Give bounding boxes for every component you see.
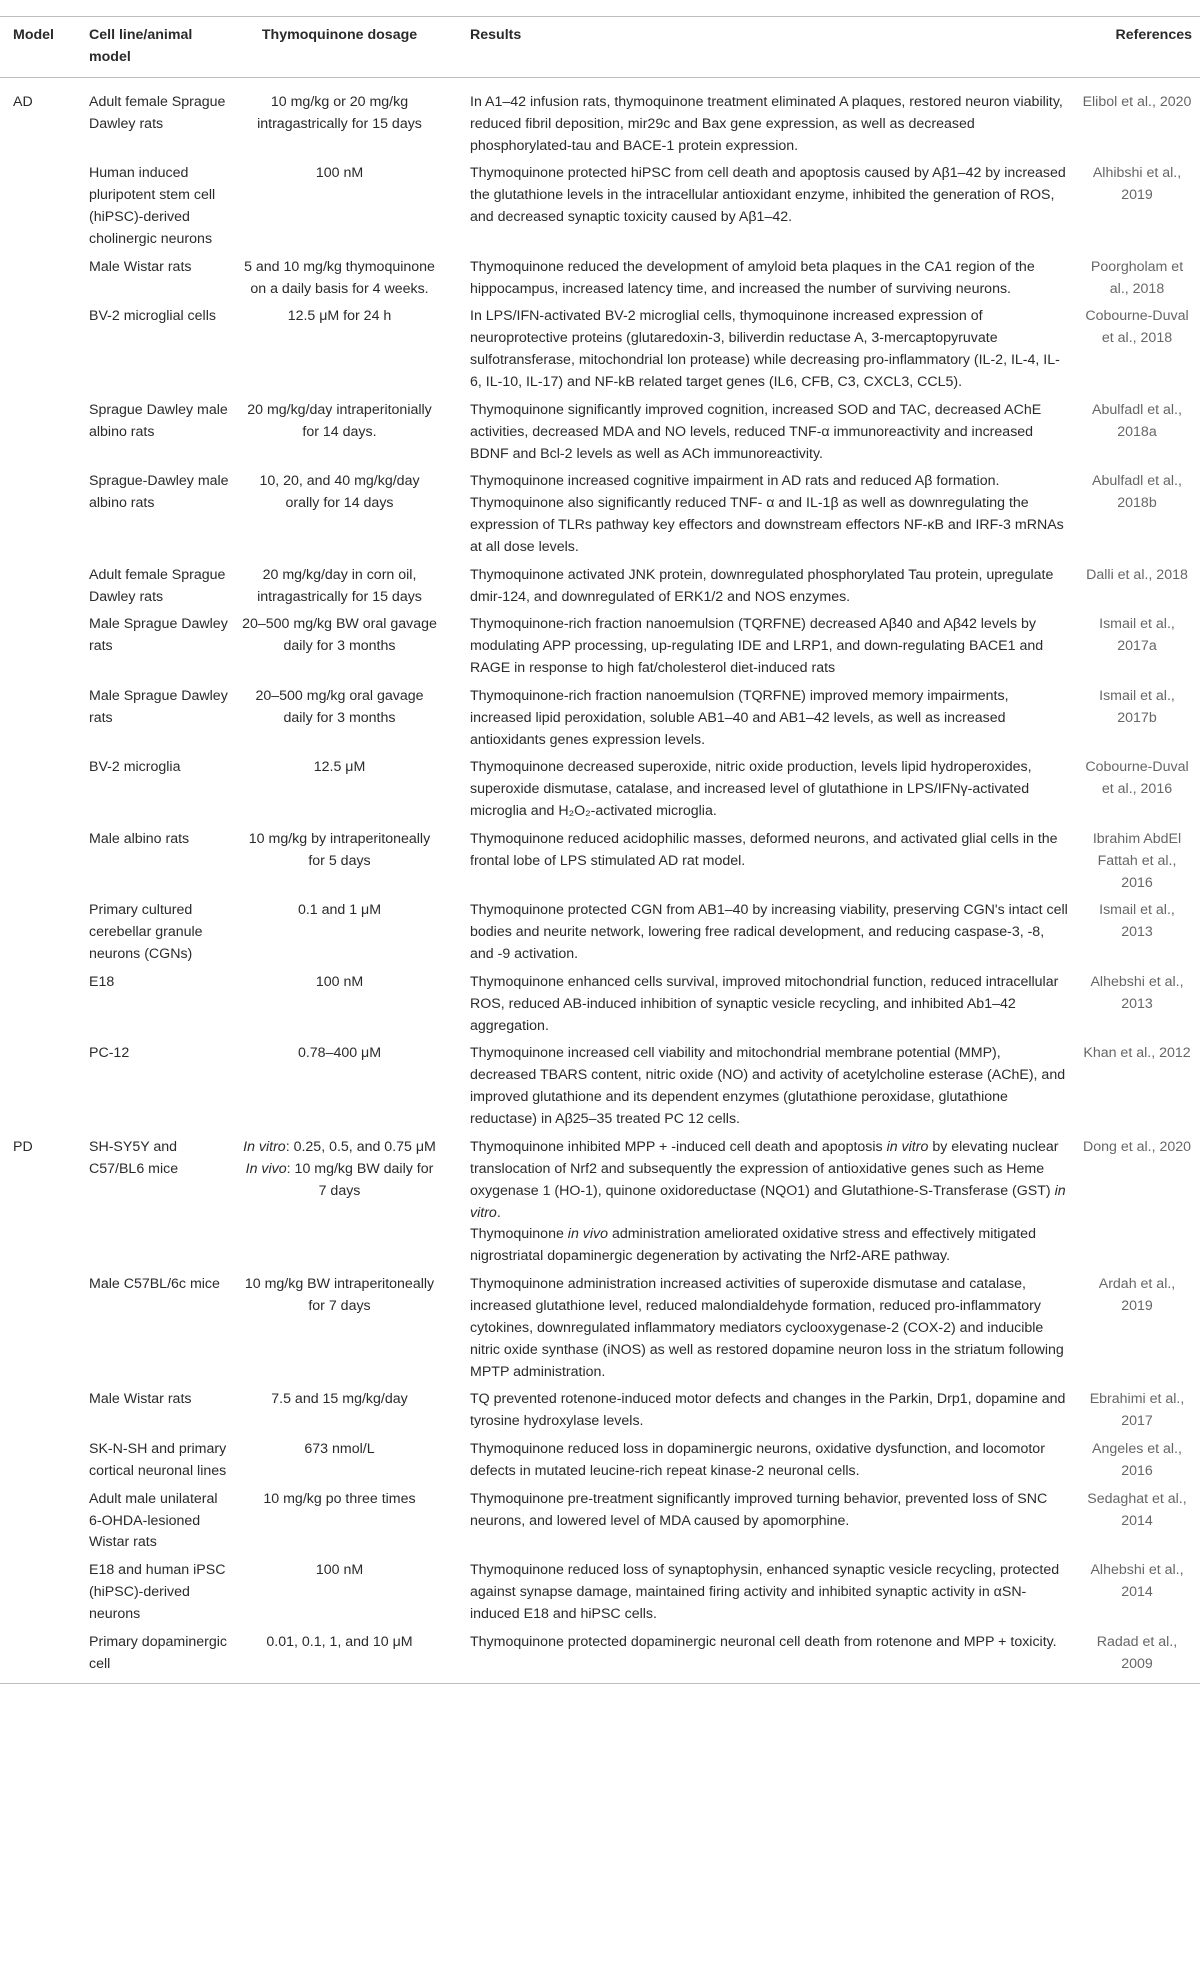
dosage: 100 nM: [315, 1562, 364, 1579]
reference: Ismail et al., 2013: [1099, 902, 1175, 941]
dosage: 0.78–400 μM: [297, 1045, 382, 1062]
reference: Cobourne-Duval et al., 2016: [1085, 759, 1189, 798]
table-header: [0, 17, 1200, 78]
reference: Ismail et al., 2017b: [1099, 687, 1175, 726]
cell-line: Adult male unilateral 6-OHDA-lesioned Wistar rats: [89, 1490, 218, 1551]
result: Thymoquinone protected hiPSC from cell death and apoptosis caused by Aβ1–42 by increased the glutathione levels in the intracellular antioxidant enzyme, inhibited the generation of ROS, and decreased synaptic toxicity caused by Aβ1–42.: [470, 165, 1066, 226]
model-label: AD: [13, 93, 33, 110]
table-row: [0, 1389, 1200, 1439]
dosage: 20 mg/kg/day intraperitonially for 14 days.: [247, 401, 432, 440]
reference: Alhibshi et al., 2019: [1092, 165, 1182, 204]
cell-line: BV-2 microglia: [89, 759, 181, 776]
reference: Abulfadl et al., 2018b: [1092, 473, 1182, 512]
result-text: Thymoquinone inhibited MPP + -induced cell death and apoptosis: [470, 1138, 887, 1155]
reference: Ardah et al., 2019: [1098, 1276, 1176, 1314]
dosage-value: : 0.25, 0.5, and 0.75 μM: [285, 1138, 436, 1155]
reference: Abulfadl et al., 2018a: [1092, 401, 1182, 440]
reference: Elibol et al., 2020: [1082, 93, 1192, 110]
table-row: [0, 614, 1200, 686]
reference: Ibrahim AbdEl Fattah et al., 2016: [1092, 830, 1182, 891]
result: TQ prevented rotenone-induced motor defects and changes in the Parkin, Drp1, dopamine and tyrosine hydroxylase levels.: [470, 1391, 1066, 1430]
dosage-label: In vivo: [245, 1160, 287, 1177]
result-italic: in vitro: [886, 1138, 929, 1155]
cell-line: E18: [89, 973, 115, 990]
result: In LPS/IFN-activated BV-2 microglial cells, thymoquinone increased expression of neuroprotective proteins (glutaredoxin-3, biliverdin reductase A, 3-mercaptopyruvate sulfotransferase, mitochondrial lon protease) while decreasing pro-inflammatory (IL-2, IL-4, IL-6, IL-10, IL-17) and NF-kB related target genes (IL6, CFB, C3, CXCL3, CCL5).: [470, 308, 1060, 391]
table-row: [0, 1489, 1200, 1561]
reference: Khan et al., 2012: [1083, 1045, 1191, 1062]
header-cell-line: Cell line/animal model: [89, 27, 193, 65]
result: In A1–42 infusion rats, thymoquinone treatment eliminated A plaques, restored neuron viability, reduced fibril deposition, mir29c and Bax gene expression, as well as decreased phosphorylated-tau and BACE-1 protein expression.: [470, 93, 1063, 154]
result-text: Thymoquinone: [470, 1226, 568, 1243]
cell-line: Male Wistar rats: [89, 1391, 192, 1408]
table-row: [0, 163, 1200, 256]
table-row: [0, 77, 1200, 163]
table-row: [0, 829, 1200, 901]
table-row: [0, 900, 1200, 972]
result: Thymoquinone significantly improved cognition, increased SOD and TAC, decreased AChE activities, decreased MDA and NO levels, reduced TNF-α immunoreactivity and increased BDNF and Bcl-2 levels as well as ACh immunoreactivity.: [470, 401, 1042, 462]
table-row: [0, 1043, 1200, 1136]
result: Thymoquinone pre-treatment significantly improved turning behavior, prevented loss of SNC neurons, and lowered level of MDA caused by apomorphine.: [470, 1490, 1048, 1529]
reference: Alhebshi et al., 2013: [1090, 973, 1184, 1012]
group-ad: [0, 77, 1200, 1137]
result: Thymoquinone reduced loss in dopaminergic neurons, oxidative dysfunction, and locomotor defects in mutated leucine-rich repeat kinase-2 neuronal cells.: [470, 1441, 1045, 1479]
result-text: by elevating nuclear translocation of Nrf2 and subsequently the expression of antioxidative genes such as Heme oxygenase 1 (HO-1), quinone oxidoreductase (NQO1) and Glutathione-S-Transferase (GST): [470, 1138, 1059, 1199]
cell-line: Human induced pluripotent stem cell (hiPSC)-derived cholinergic neurons: [89, 165, 216, 248]
table-row: [0, 972, 1200, 1044]
dosage: 0.1 and 1 μM: [297, 902, 382, 919]
cell-line: SH-SY5Y and C57/BL6 mice: [89, 1138, 179, 1177]
dosage: 7.5 and 15 mg/kg/day: [271, 1391, 408, 1408]
table-row: [0, 400, 1200, 472]
table-row: [0, 471, 1200, 564]
dosage: 100 nM: [315, 973, 364, 990]
table-row: [0, 1560, 1200, 1632]
model-label: PD: [13, 1138, 33, 1155]
reference: Poorgholam et al., 2018: [1090, 258, 1184, 297]
cell-line: Primary cultured cerebellar granule neurons (CGNs): [89, 902, 203, 963]
dosage: 12.5 μM for 24 h: [287, 308, 392, 325]
result: Thymoquinone reduced acidophilic masses, deformed neurons, and activated glial cells in the frontal lobe of LPS stimulated AD rat model.: [470, 830, 1058, 869]
result: Thymoquinone administration increased activities of superoxide dismutase and catalase, increased glutathione level, reduced malondialdehyde formation, reduced pro-inflammatory cytokines, downregulated inflammatory mediators cyclooxygenase-2 (COX-2) and inducible nitric oxide synthase (iNOS) as well as restored dopamine neuron loss in the striatum following MPTP administration.: [470, 1276, 1064, 1380]
cell-line: Primary dopaminergic cell: [89, 1633, 227, 1672]
dosage: 20–500 mg/kg BW oral gavage daily for 3 months: [242, 616, 437, 655]
result-text: .: [496, 1204, 501, 1221]
reference: Ismail et al., 2017a: [1099, 616, 1175, 655]
cell-line: Male Sprague Dawley rats: [89, 687, 228, 726]
dosage-label: In vitro: [243, 1138, 286, 1155]
result: Thymoquinone increased cell viability and mitochondrial membrane potential (MMP), decreased TBARS content, nitric oxide (NO) and activity of acetylcholine esterase (AChE), and improved glutathione and its dependent enzymes (glutathione peroxidase, glutathione reductase) in Aβ25–35 treated PC 12 cells.: [470, 1045, 1066, 1128]
result: Thymoquinone protected CGN from AB1–40 by increasing viability, preserving CGN's intact cell bodies and neurite network, lowering free radical development, and reducing caspase-3, -8, and -9 activation.: [470, 902, 1068, 963]
table-row: [0, 686, 1200, 758]
dosage: 12.5 μM: [313, 759, 366, 776]
cell-line: Sprague Dawley male albino rats: [89, 401, 228, 440]
dosage: 5 and 10 mg/kg thymoquinone on a daily basis for 4 weeks.: [244, 258, 435, 297]
result: Thymoquinone activated JNK protein, downregulated phosphorylated Tau protein, upregulate dmir-124, and downregulated of ERK1/2 and NOS enzymes.: [470, 566, 1054, 605]
reference: Radad et al., 2009: [1096, 1633, 1178, 1672]
dosage: 20–500 mg/kg oral gavage daily for 3 months: [255, 687, 424, 726]
result: Thymoquinone enhanced cells survival, improved mitochondrial function, reduced intracellular ROS, reduced AB-induced inhibition of synaptic vesicle recycling, and inhibited Ab1–42 aggregation.: [470, 973, 1059, 1034]
result-italic: in vitro: [470, 1182, 1066, 1221]
dosage: 10 mg/kg po three times: [263, 1490, 416, 1507]
cell-line: Male Wistar rats: [89, 258, 192, 275]
reference: Angeles et al., 2016: [1092, 1441, 1182, 1479]
reference: Dalli et al., 2018: [1086, 566, 1188, 583]
dosage: 10 mg/kg or 20 mg/kg intragastrically for 15 days: [257, 93, 422, 132]
table-row: [0, 1274, 1200, 1389]
reference: Cobourne-Duval et al., 2018: [1085, 308, 1189, 347]
table-row: [0, 306, 1200, 399]
reference: Sedaghat et al., 2014: [1087, 1490, 1187, 1529]
result: [444, 1137, 1076, 1274]
cell-line: Adult female Sprague Dawley rats: [89, 566, 226, 605]
table-row: [0, 1439, 1200, 1489]
cell-line: E18 and human iPSC (hiPSC)-derived neurons: [89, 1562, 226, 1622]
result: Thymoquinone increased cognitive impairment in AD rats and reduced Aβ formation. Thymoquinone also significantly reduced TNF- α and IL-1β as well as downregulating the expression of TLRs pathway key effectors and downstream effectors NF-κB and IRF-3 mRNAs at all dose levels.: [470, 473, 1064, 556]
header-model: Model: [13, 27, 54, 43]
cell-line: Male C57BL/6c mice: [89, 1276, 220, 1293]
dosage: 673 nmol/L: [304, 1441, 375, 1458]
result: Thymoquinone-rich fraction nanoemulsion (TQRFNE) decreased Aβ40 and Aβ42 levels by modulating APP processing, up-regulating IDE and LRP1, and down-regulating BACE1 and RAGE in response to high fat/cholesterol diet-induced rats: [470, 616, 1044, 677]
cell-line: BV-2 microglial cells: [89, 308, 216, 325]
result: Thymoquinone-rich fraction nanoemulsion (TQRFNE) improved memory impairments, increased lipid peroxidation, soluble AB1–40 and AB1–42 levels, as well as increased antioxidants genes expression levels.: [470, 687, 1009, 748]
thymoquinone-studies-table: [0, 16, 1200, 1684]
table-row: [0, 1137, 1200, 1274]
cell-line: Sprague-Dawley male albino rats: [89, 473, 229, 512]
result-italic: in vivo: [567, 1226, 609, 1243]
result: Thymoquinone protected dopaminergic neuronal cell death from rotenone and MPP + toxicity.: [470, 1633, 1057, 1650]
result-text: administration ameliorated oxidative stress and effectively mitigated nigrostriatal dopaminergic degeneration by activating the Nrf2-ARE pathway.: [470, 1226, 1036, 1265]
table-row: [0, 1632, 1200, 1684]
result: Thymoquinone decreased superoxide, nitric oxide production, levels lipid hydroperoxides, superoxide dismutase, catalase, and increased level of glutathione in LPS/IFNγ-activated microglia and H₂O₂-activated microglia.: [470, 759, 1032, 820]
group-pd: [0, 1137, 1200, 1684]
result: Thymoquinone reduced loss of synaptophysin, enhanced synaptic vesicle recycling, protected against synapse damage, maintained firing activity and inhibited synaptic activity in αSN-induced E18 and hiPSC cells.: [470, 1562, 1060, 1622]
table-row: [0, 257, 1200, 307]
dosage: 20 mg/kg/day in corn oil, intragastrically for 15 days: [257, 566, 422, 605]
dosage-value: : 10 mg/kg BW daily for 7 days: [286, 1160, 434, 1199]
dosage: [235, 1137, 444, 1274]
header-references: References: [1115, 27, 1192, 43]
cell-line: Adult female Sprague Dawley rats: [89, 93, 226, 132]
reference: Alhebshi et al., 2014: [1090, 1562, 1184, 1601]
dosage: 10 mg/kg BW intraperitoneally for 7 days: [244, 1276, 435, 1314]
cell-line: Male Sprague Dawley rats: [89, 616, 228, 655]
header-results: Results: [470, 27, 522, 43]
table-row: [0, 757, 1200, 829]
result: Thymoquinone reduced the development of amyloid beta plaques in the CA1 region of the hippocampus, increased latency time, and increased the number of surviving neurons.: [470, 258, 1035, 297]
cell-line: Male albino rats: [89, 830, 190, 847]
dosage: 10, 20, and 40 mg/kg/day orally for 14 days: [259, 473, 420, 512]
cell-line: SK-N-SH and primary cortical neuronal lines: [89, 1441, 227, 1479]
dosage: 0.01, 0.1, 1, and 10 μM: [266, 1633, 413, 1650]
reference: Ebrahimi et al., 2017: [1089, 1391, 1185, 1430]
header-dosage: Thymoquinone dosage: [261, 27, 418, 43]
cell-line: PC-12: [89, 1045, 130, 1062]
dosage: 10 mg/kg by intraperitoneally for 5 days: [248, 830, 431, 869]
table-row: [0, 565, 1200, 615]
reference: Dong et al., 2020: [1082, 1138, 1192, 1155]
dosage: 100 nM: [315, 165, 364, 182]
